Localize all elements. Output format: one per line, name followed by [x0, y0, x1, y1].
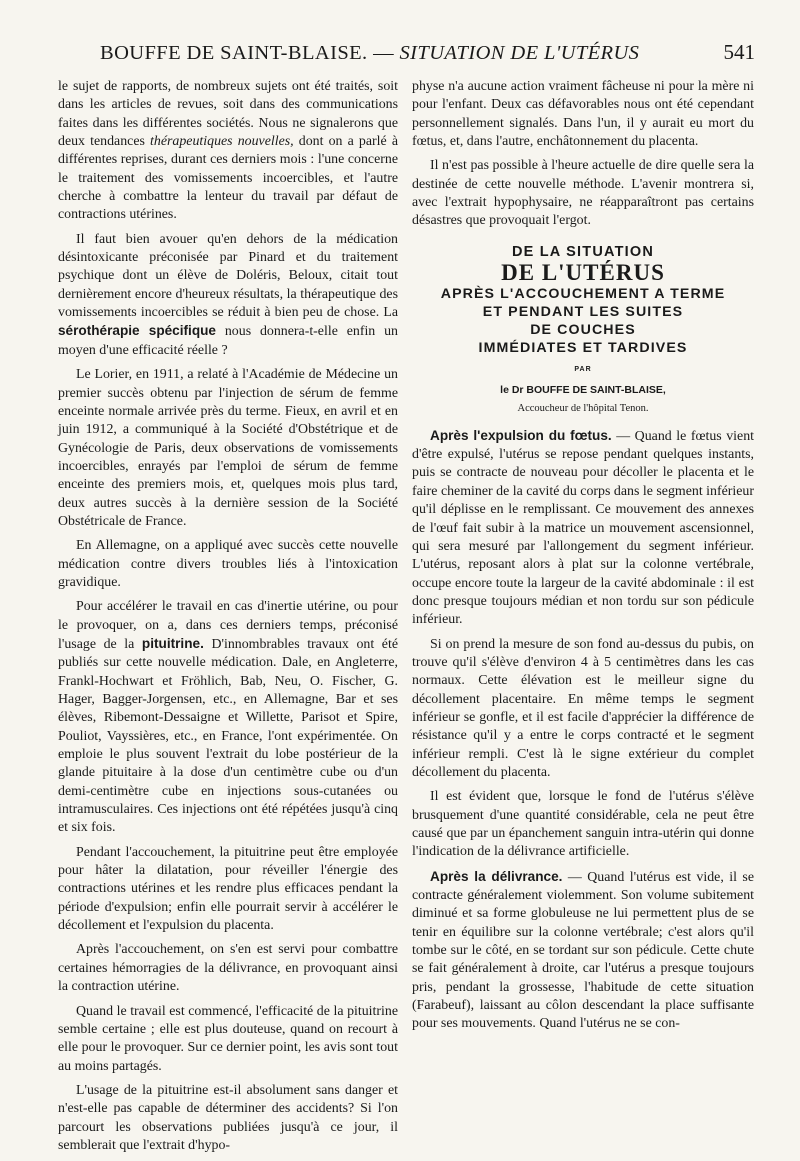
paragraph: En Allemagne, on a appliqué avec succès cette nouvelle médication contre divers troubles liés à l'intoxication gravidique.	[58, 538, 398, 590]
bold-term: sérothérapie spécifique	[58, 323, 216, 339]
article-title-line: DE COUCHES	[530, 321, 636, 338]
text-run: dont on a parlé à différentes reprises, durant ces derniers mois : l'une concerne le traitement des vomissements incoercibles, et l'autre cherche à combattre la lenteur du travail par défaut de contractions utérines.	[58, 134, 398, 223]
article-title-line: ET PENDANT LES SUITES	[482, 303, 684, 320]
paragraph: Si on prend la mesure de son fond au-dessus du pubis, on trouve qu'il s'élève d'environ 4 à 5 centimètres dans les cas normaux. Cette élévation est le meilleur signe du décollement placentaire. En même temps le segment inférieur se gonfle, et il est facile d'apprécier la différence de résistance qu'il y a entre le corps contracté et le segment inférieur rempli. C'est là le signe extérieur du complet décollement du placenta.	[412, 636, 754, 780]
section-heading: Après l'expulsion du fœtus.	[430, 427, 612, 443]
italic-term: thérapeutiques nouvelles,	[150, 134, 294, 150]
text-run: D'innombrables travaux ont été publiés sur cette nouvelle médication. Dale, en Angleterre, Frankl-Hochwart et Fröhlich, Bab, Neu, O. Fischer, G. Hager, Bagger-Jorgensen, etc., en Allemagne, Bar et ses élèves, Ribemont-Dessaigne et Willette, Parisot et Spire, Pouliot, Vayssières, etc., en France, l'ont expérimentée. On emploie le plus souvent l'extrait du lobe postérieur de la glande pituitaire à la dose d'un centimètre cube ou d'un demi-centimètre cube en injections sous-cutanées ou intramusculaires. Ces injections ont été répétées jusqu'à cinq et six fois.	[58, 636, 398, 836]
running-title	[100, 42, 639, 65]
running-header	[100, 40, 755, 72]
paragraph	[58, 78, 398, 225]
byline-par: PAR	[574, 365, 592, 373]
paragraph: physe n'a aucune action vraiment fâcheuse ni pour la mère ni pour l'enfant. Deux cas défavorables nous ont été cependant personnellement signalés. Dans l'un, il y aurait eu mort du fœtus, et, dans l'autre, enchâtonnement du placenta.	[412, 79, 754, 150]
section-heading: Après la délivrance.	[430, 868, 563, 884]
running-title-subject: SITUATION DE L'UTÉRUS	[399, 42, 640, 64]
paragraph	[412, 868, 754, 1034]
running-title-author: BOUFFE DE SAINT-BLAISE.	[100, 42, 368, 64]
page-number: 541	[723, 40, 755, 64]
right-column	[412, 78, 754, 1040]
paragraph	[58, 598, 398, 837]
paragraph: Quand le travail est commencé, l'efficacité de la pituitrine semble certaine ; elle est plus douteuse, quand on recourt à elle pour le provoquer. Sur ce dernier point, les avis sont tout au moins partagés.	[58, 1003, 398, 1074]
article-title-block	[412, 243, 754, 419]
paragraph	[58, 231, 398, 360]
text-run: Il faut bien avouer qu'en dehors de la médication désintoxicante préconisée par Pinard et du traitement psychique dont un élève de Doléris, Beloux, citait tout dernièrement encore d'heureux résultats, la thérapeutique des vomissements incoercibles se réduit à bien peu de chose. La	[58, 231, 398, 321]
article-title-line: APRÈS L'ACCOUCHEMENT A TERME	[440, 285, 726, 302]
author-affiliation: Accoucheur de l'hôpital Tenon.	[517, 403, 649, 415]
text-run: — Quand l'utérus est vide, il se contracte généralement violemment. Son volume subitement diminué et sa forme globuleuse ne lui permettent plus de se tenir en équilibre sur la colonne vertébrale; c'est alors qu'il tombe sur le côté, en se tordant sur son pédicule. Cette chute se fait généralement à droite, car l'utérus a presque toujours pris, pendant la grossesse, l'habitude de cette situation (Farabeuf), laissant au côlon descendant la place suffisante pour ses mouvements. Quand l'utérus ne se con-	[412, 869, 755, 1032]
running-title-separator: —	[367, 42, 400, 64]
paragraph: Le Lorier, en 1911, a relaté à l'Académie de Médecine un premier succès obtenu par l'injection de sérum de femme enceinte normale arrivée près du terme. Fieux, en avril et en juin 1912, a communiqué à la Société d'Obstétrique et de Gynécologie de Paris, deux observations de vomissements incoercibles, enrayés par l'emploi de sérum de femme enceinte des premiers mois, et, quelques mois plus tard, deux autres succès à la dernière session de la Société Obstétricale de France.	[58, 367, 398, 529]
paragraph: Il est évident que, lorsque le fond de l'utérus s'élève brusquement d'une quantité considérable, cela ne peut être causé que par un épanchement sanguin intra-utérin qui donne l'indication de la délivrance artificielle.	[412, 789, 754, 860]
text-run: nous donnera-t-elle enfin un moyen d'une efficacité réelle ?	[58, 324, 398, 358]
text-run: — Quand le fœtus vient d'être expulsé, l'utérus se repose pendant quelques instants, puis se contracte de nouveau pour décoller le placenta et le faire cheminer de la cavité du corps dans le segment inférieur qu'il déplisse en le remplissant. Ce mouvement des annexes de l'œuf fait subir à la matrice un mouvement ascensionnel, qui sera mesuré par l'allongement du segment inférieur. L'utérus, reposant alors à plat sur la colonne vertébrale, occupe encore toute la largeur de la cavité abdominale : il est donc presque toujours médian et non tordu sur son pédicule inférieur.	[412, 428, 755, 628]
paragraph: Après l'accouchement, on s'en est servi pour combattre certaines hémorragies de la délivrance, en provoquant ainsi la contraction utérine.	[58, 942, 398, 995]
paragraph: Pendant l'accouchement, la pituitrine peut être employée pour hâter la dilatation, pour réveiller l'énergie des contractions utérines et les rendre plus efficaces pendant la période d'expulsion; enfin elle pourrait servir à accélérer le décollement et l'expulsion du placenta.	[58, 844, 398, 934]
bold-term: pituitrine.	[141, 635, 204, 651]
article-title-main: DE L'UTÉRUS	[501, 259, 665, 285]
paragraph: Il n'est pas possible à l'heure actuelle de dire quelle sera la destinée de cette nouvelle méthode. L'avenir montrera si, avec l'extrait hypophysaire, ne réapparaîtront pas certains désastres que provoquait l'ergot.	[412, 158, 754, 229]
text-run: le sujet de rapports, de nombreux sujets ont été traités, soit dans les articles de revues, soit dans des communications faites dans les différentes sociétés. Nous ne signalerons que deux tendances	[58, 79, 398, 150]
text-run: Pour accélérer le travail en cas d'inertie utérine, ou pour le provoquer, on a, dans ces derniers temps, préconisé l'usage de la	[58, 599, 398, 652]
article-author: le Dr BOUFFE DE SAINT-BLAISE,	[500, 384, 666, 397]
paragraph: L'usage de la pituitrine est-il absolument sans danger et n'est-elle pas capable de déterminer des accidents? Si l'on parcourt les observations publiées jusqu'à ce jour, il semblerait que l'extrait d'hypo-	[58, 1082, 398, 1153]
article-title-line: DE LA SITUATION	[511, 243, 655, 260]
article-title-line: IMMÉDIATES ET TARDIVES	[478, 339, 688, 356]
left-column	[58, 78, 398, 1161]
paragraph	[412, 427, 754, 630]
